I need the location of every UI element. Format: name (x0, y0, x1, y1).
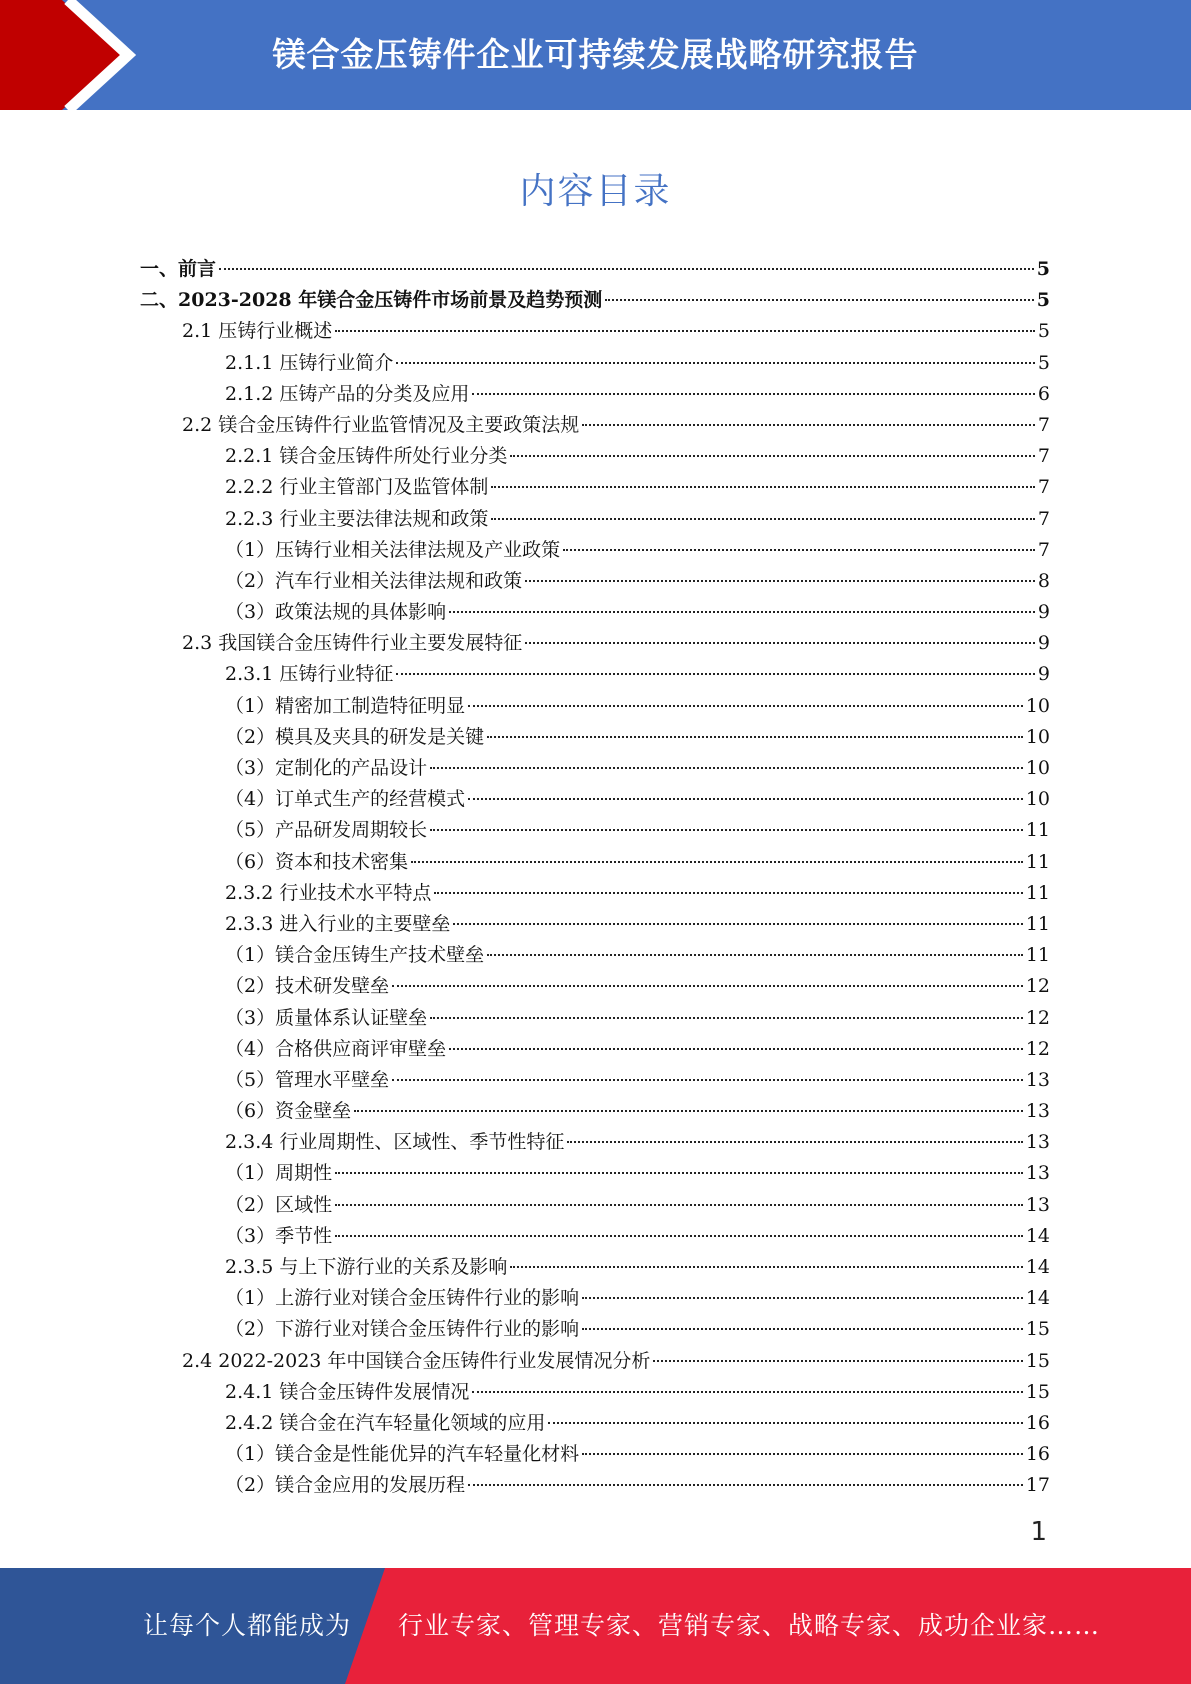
toc-entry-label: 2.4.1 镁合金压铸件发展情况 (225, 1380, 470, 1403)
toc-entry-label: （1）压铸行业相关法律法规及产业政策 (225, 538, 561, 561)
toc-dot-leader (449, 611, 1035, 613)
toc-entry-label: 一、前言 (140, 258, 217, 280)
toc-entry-page: 16 (1025, 1443, 1050, 1466)
toc-entry-label: 2.3.4 行业周期性、区域性、季节性特征 (225, 1131, 565, 1154)
toc-entry-label: 2.2.2 行业主管部门及监管体制 (225, 476, 489, 499)
toc-entry-label: （2）汽车行业相关法律法规和政策 (225, 569, 523, 592)
toc-dot-leader (491, 518, 1035, 520)
toc-entry-label: （3）质量体系认证壁垒 (225, 1006, 428, 1029)
toc-entry-page: 7 (1037, 507, 1050, 530)
toc-entry-label: （5）管理水平壁垒 (225, 1068, 390, 1091)
toc-entry[interactable] (140, 348, 1050, 379)
toc-entry-page: 13 (1025, 1193, 1050, 1216)
toc-entry[interactable] (140, 566, 1050, 597)
toc-entry-label: （1）周期性 (225, 1162, 333, 1185)
toc-dot-leader (548, 1422, 1022, 1424)
toc-entry-page: 5 (1036, 289, 1050, 312)
toc-dot-leader (525, 580, 1035, 582)
toc-entry[interactable] (140, 285, 1050, 316)
toc-entry-page: 17 (1025, 1474, 1050, 1497)
toc-dot-leader (392, 1079, 1023, 1081)
toc-entry-label: 2.3.3 进入行业的主要壁垒 (225, 912, 451, 935)
toc-entry[interactable] (140, 535, 1050, 566)
toc-entry[interactable] (140, 1190, 1050, 1221)
toc-entry[interactable] (140, 628, 1050, 659)
toc-entry-label: 2.4 2022-2023 年中国镁合金压铸件行业发展情况分析 (182, 1349, 651, 1372)
footer-slogan-right: 行业专家、管理专家、营销专家、战略专家、成功企业家…… (398, 1611, 1101, 1640)
toc-entry[interactable] (140, 379, 1050, 410)
toc-entry[interactable] (140, 878, 1050, 909)
toc-entry-label: 2.2.3 行业主要法律法规和政策 (225, 507, 489, 530)
toc-entry[interactable] (140, 815, 1050, 846)
toc-dot-leader (430, 767, 1023, 769)
toc-entry-label: （1）镁合金是性能优异的汽车轻量化材料 (225, 1443, 580, 1466)
toc-entry-label: （6）资金壁垒 (225, 1100, 352, 1123)
toc-entry[interactable] (140, 784, 1050, 815)
toc-dot-leader (487, 736, 1023, 738)
toc-entry-label: （2）镁合金应用的发展历程 (225, 1474, 466, 1497)
toc-dot-leader (335, 330, 1035, 332)
toc-dot-leader (653, 1360, 1022, 1362)
toc-dot-leader (396, 673, 1035, 675)
toc-entry[interactable] (140, 1221, 1050, 1252)
toc-entry[interactable] (140, 1065, 1050, 1096)
toc-entry-page: 10 (1025, 694, 1050, 717)
toc-entry-page: 5 (1037, 351, 1050, 374)
toc-dot-leader (510, 455, 1035, 457)
toc-entry-page: 12 (1025, 975, 1050, 998)
toc-entry-label: （2）区域性 (225, 1193, 333, 1216)
toc-entry-page: 11 (1025, 819, 1050, 842)
toc-dot-leader (468, 798, 1023, 800)
toc-entry-label: （1）上游行业对镁合金压铸件行业的影响 (225, 1287, 580, 1310)
toc-entry[interactable] (140, 316, 1050, 347)
toc-entry[interactable] (140, 1034, 1050, 1065)
toc-entry-page: 10 (1025, 757, 1050, 779)
toc-entry-page: 9 (1037, 601, 1050, 624)
toc-entry-page: 6 (1037, 382, 1050, 405)
toc-entry-page: 14 (1025, 1224, 1050, 1247)
toc-entry-page: 11 (1025, 881, 1050, 904)
toc-entry[interactable] (140, 1346, 1050, 1377)
toc-entry-page: 9 (1037, 663, 1050, 686)
toc-entry-label: 2.3.2 行业技术水平特点 (225, 881, 432, 904)
toc-dot-leader (487, 954, 1023, 956)
toc-entry-label: （2）技术研发壁垒 (225, 975, 390, 998)
toc-dot-leader (335, 1235, 1023, 1237)
table-of-contents (140, 254, 1050, 1502)
toc-entry[interactable] (140, 1470, 1050, 1501)
toc-dot-leader (453, 923, 1022, 925)
toc-entry-label: （4）订单式生产的经营模式 (225, 788, 466, 811)
toc-entry-page: 7 (1037, 476, 1050, 499)
toc-entry-page: 13 (1025, 1131, 1050, 1154)
toc-dot-leader (434, 892, 1022, 894)
toc-dot-leader (335, 1172, 1023, 1174)
toc-dot-leader (392, 985, 1023, 987)
page-footer (0, 1568, 1191, 1684)
toc-entry-label: （1）精密加工制造特征明显 (225, 694, 466, 717)
toc-entry[interactable] (140, 847, 1050, 878)
toc-entry-page: 13 (1025, 1162, 1050, 1185)
toc-entry-label: 2.1 压铸行业概述 (182, 320, 333, 343)
toc-entry[interactable] (140, 254, 1050, 285)
toc-entry[interactable] (140, 753, 1050, 784)
toc-dot-leader (605, 299, 1034, 301)
report-title: 镁合金压铸件企业可持续发展战略研究报告 (272, 35, 919, 74)
toc-entry-label: （3）定制化的产品设计 (225, 757, 428, 779)
toc-entry[interactable] (140, 504, 1050, 535)
toc-entry-label: 2.2 镁合金压铸件行业监管情况及主要政策法规 (182, 413, 580, 436)
toc-entry-page: 15 (1025, 1380, 1050, 1403)
toc-dot-leader (472, 1391, 1022, 1393)
toc-dot-leader (582, 424, 1035, 426)
toc-entry[interactable] (140, 597, 1050, 628)
toc-entry-label: 2.2.1 镁合金压铸件所处行业分类 (225, 445, 508, 468)
toc-entry[interactable] (140, 1158, 1050, 1189)
toc-entry-page: 11 (1025, 944, 1050, 967)
toc-entry-page: 15 (1025, 1349, 1050, 1372)
toc-dot-leader (472, 393, 1035, 395)
toc-entry-page: 14 (1025, 1256, 1050, 1278)
toc-dot-leader (563, 549, 1035, 551)
toc-entry-label: （4）合格供应商评审壁垒 (225, 1037, 447, 1060)
toc-dot-leader (430, 829, 1023, 831)
toc-dot-leader (468, 1484, 1023, 1486)
toc-dot-leader (525, 642, 1035, 644)
toc-dot-leader (335, 1204, 1023, 1206)
toc-dot-leader (582, 1297, 1023, 1299)
toc-entry[interactable] (140, 1408, 1050, 1439)
page-number: 1 (1030, 1517, 1047, 1547)
toc-dot-leader (510, 1266, 1022, 1268)
toc-entry[interactable] (140, 1096, 1050, 1127)
toc-entry-page: 9 (1037, 632, 1050, 655)
toc-entry-page: 5 (1036, 258, 1050, 280)
toc-dot-leader (491, 486, 1035, 488)
toc-entry[interactable] (140, 722, 1050, 753)
toc-entry-page: 8 (1037, 569, 1050, 592)
toc-dot-leader (430, 1017, 1023, 1019)
toc-entry-label: （2）下游行业对镁合金压铸件行业的影响 (225, 1318, 580, 1341)
toc-dot-leader (449, 1048, 1023, 1050)
toc-entry-page: 7 (1037, 413, 1050, 436)
toc-heading: 内容目录 (519, 171, 672, 212)
toc-entry-page: 7 (1037, 445, 1050, 468)
toc-entry[interactable] (140, 1252, 1050, 1283)
toc-entry-label: （6）资本和技术密集 (225, 850, 409, 873)
toc-entry[interactable] (140, 1003, 1050, 1034)
toc-entry-page: 7 (1037, 538, 1050, 561)
toc-entry-page: 12 (1025, 1037, 1050, 1060)
toc-dot-leader (582, 1453, 1023, 1455)
toc-dot-leader (468, 705, 1023, 707)
toc-entry-page: 15 (1025, 1318, 1050, 1341)
toc-entry[interactable] (140, 659, 1050, 690)
toc-entry-label: （3）政策法规的具体影响 (225, 601, 447, 624)
toc-entry[interactable] (140, 410, 1050, 441)
toc-entry-page: 13 (1025, 1068, 1050, 1091)
toc-entry[interactable] (140, 1127, 1050, 1158)
toc-entry-label: 2.3.1 压铸行业特征 (225, 663, 394, 686)
toc-entry-label: （1）镁合金压铸生产技术壁垒 (225, 944, 485, 967)
toc-entry-label: 2.1.1 压铸行业简介 (225, 351, 394, 374)
toc-entry[interactable] (140, 441, 1050, 472)
toc-entry[interactable] (140, 1377, 1050, 1408)
toc-entry-page: 10 (1025, 725, 1050, 748)
toc-entry-label: 二、2023-2028 年镁合金压铸件市场前景及趋势预测 (140, 289, 603, 312)
toc-entry-page: 12 (1025, 1006, 1050, 1029)
page-header (0, 0, 1191, 110)
toc-dot-leader (219, 268, 1034, 270)
toc-entry-label: 2.4.2 镁合金在汽车轻量化领域的应用 (225, 1411, 546, 1434)
footer-slogan-left: 让每个人都能成为 (143, 1611, 352, 1640)
toc-entry-label: （2）模具及夹具的研发是关键 (225, 725, 485, 748)
toc-entry-page: 11 (1025, 850, 1050, 873)
toc-entry[interactable] (140, 1283, 1050, 1314)
toc-entry[interactable] (140, 472, 1050, 503)
toc-entry-page: 13 (1025, 1100, 1050, 1123)
toc-dot-leader (582, 1328, 1023, 1330)
toc-entry-page: 11 (1025, 912, 1050, 935)
toc-entry-label: 2.1.2 压铸产品的分类及应用 (225, 382, 470, 405)
toc-entry-page: 5 (1037, 320, 1050, 343)
toc-entry[interactable] (140, 940, 1050, 971)
toc-entry-page: 10 (1025, 788, 1050, 811)
toc-dot-leader (396, 362, 1035, 364)
toc-entry[interactable] (140, 691, 1050, 722)
toc-entry-label: （5）产品研发周期较长 (225, 819, 428, 842)
toc-entry[interactable] (140, 1439, 1050, 1470)
toc-entry-page: 14 (1025, 1287, 1050, 1310)
toc-entry-label: 2.3 我国镁合金压铸件行业主要发展特征 (182, 632, 523, 655)
toc-entry-label: 2.3.5 与上下游行业的关系及影响 (225, 1256, 508, 1278)
toc-entry-page: 16 (1025, 1411, 1050, 1434)
toc-dot-leader (354, 1110, 1023, 1112)
toc-entry-label: （3）季节性 (225, 1224, 333, 1247)
toc-entry[interactable] (140, 909, 1050, 940)
toc-entry[interactable] (140, 971, 1050, 1002)
toc-dot-leader (567, 1141, 1022, 1143)
toc-dot-leader (411, 861, 1023, 863)
toc-entry[interactable] (140, 1314, 1050, 1345)
